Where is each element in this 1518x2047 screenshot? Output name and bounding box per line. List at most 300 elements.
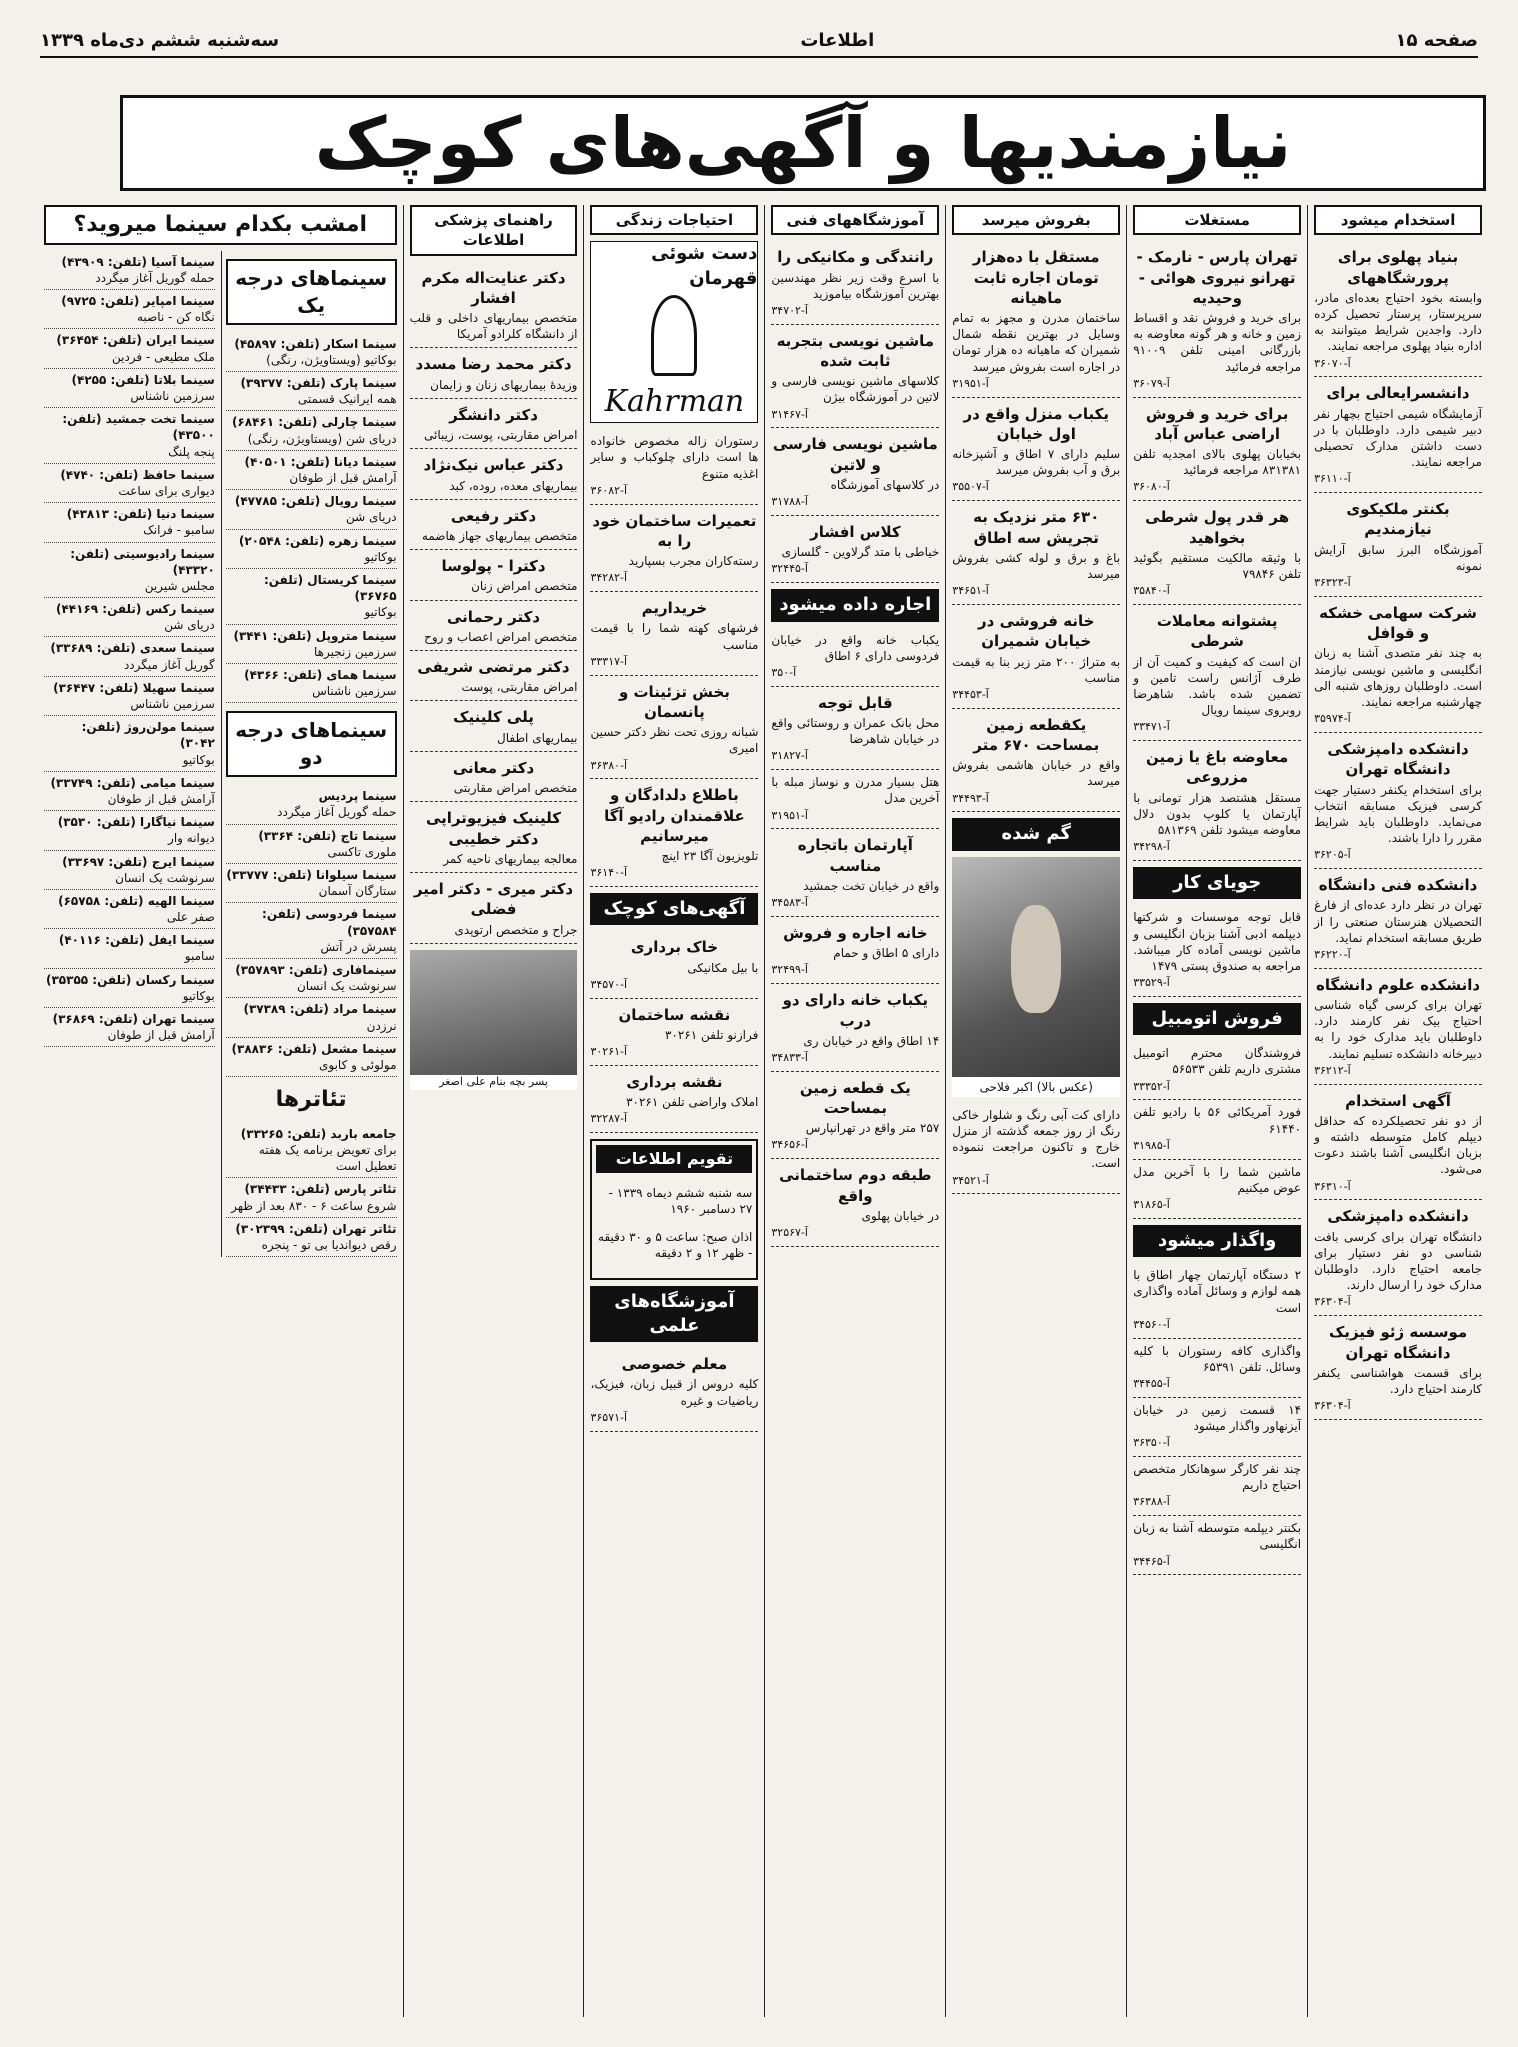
ad-text: دانشگاه تهران برای کرسی بافت شناسی دو نفر دستیار برای جامعه احتیاج دارد. داوطلبان مدارک خود را ارسال دارند. <box>1314 1229 1482 1293</box>
classified-ad <box>952 398 1120 502</box>
ad-title: خانه فروشی در خیابان شمیران <box>978 612 1095 651</box>
cinema-listing <box>44 677 215 716</box>
column-life <box>583 205 764 2017</box>
ad-title: کلینیک فیزیوتراپی دکتر خطیبی <box>426 809 562 848</box>
classified-ad <box>771 428 939 516</box>
column-schools <box>764 205 945 2017</box>
cinema-columns <box>44 251 397 1257</box>
cinema-film: بوکاتیو <box>364 549 397 564</box>
section-head: جویای کار <box>1133 867 1301 899</box>
classified-ad <box>952 501 1120 605</box>
classified-ad <box>410 348 578 398</box>
cinema-name: سینما رادیوسیتی (تلفن: ۴۳۳۲۰) <box>70 546 215 577</box>
ad-text: با اسرع وقت زیر نظر مهندسین بهترین آموزشگاه بیاموزید <box>771 270 940 301</box>
classified-ad <box>952 709 1120 813</box>
classified-ad <box>590 931 758 998</box>
classified-ad <box>410 752 578 802</box>
classified-ad <box>410 701 578 751</box>
classified-ad <box>1133 1100 1301 1159</box>
cinema-listing <box>44 598 215 637</box>
column-medical <box>403 205 584 2017</box>
ad-title: یکقطعه زمین بمساحت ۶۷۰ متر <box>973 715 1100 754</box>
cinema-name: سینما امپایر (تلفن: ۹۷۲۵) <box>61 294 215 309</box>
missing-boy-photo <box>410 950 578 1090</box>
calendar-head: تقویم اطلاعات <box>596 1145 752 1173</box>
ad-text: یکباب خانه واقع در خیابان فردوسی دارای ۶ اطاق <box>771 632 940 663</box>
ad-code: آ-۳۳۳۵۲ <box>1133 1079 1170 1093</box>
cinema-film: دریای شن <box>164 618 215 633</box>
ad-title: تهران پارس - نارمک - تهرانو نیروی هوائی - وحیدیه <box>1136 248 1298 307</box>
cinema-listing <box>226 333 397 372</box>
ad-text: وابسته بخود احتیاج بعده‌ای مادر، سرپرستار، پرستار تحصیل کرده دارد. واجدین شرایط میتوانند به اداره بنیاد پهلوی مراجعه نمایند. <box>1314 290 1482 354</box>
ad-text: ۱۴ قسمت زمین در خیابان آیزنهاور واگذار میشود <box>1133 1402 1302 1433</box>
classified-ad <box>952 241 1120 397</box>
ad-title: دکتر دانشگر <box>449 405 538 424</box>
ad-text: رستوران زاله مخصوص خانواده ها است دارای چلوکباب و سایر اغذیه متنوع <box>590 434 759 481</box>
theater-text: رقص دیواندیا بی تو - پنجره <box>261 1237 397 1252</box>
ad-title: رانندگی و مکانیکی را <box>777 248 934 267</box>
ad-title: ماشین نویسی فارسی و لاتین <box>772 435 938 474</box>
ad-title: خاک برداری <box>630 938 719 957</box>
ad-text: واگذاری کافه رستوران با کلیه وسائل. تلفن ۶۵۳۹۱ <box>1133 1343 1302 1374</box>
theater-name: تئاتر پارس (تلفن: ۳۴۴۳۳) <box>244 1182 397 1197</box>
cinema-listing <box>226 903 397 959</box>
classified-ad <box>771 628 939 687</box>
calendar-text: سه شنبه ششم دیماه ۱۳۳۹ - ۲۷ دسامبر ۱۹۶۰ <box>608 1185 753 1217</box>
ad-title: کلاس افشار <box>810 522 901 541</box>
classified-ad <box>771 1159 939 1247</box>
ad-code: آ-۳۶۰۸۰ <box>1133 480 1170 494</box>
ad-title: دکتر محمد رضا مسدد <box>415 355 572 374</box>
ad-text: بخیابان پهلوی بالای امجدیه تلفن ۸۳۱۳۸۱ مراجعه فرمائید <box>1133 447 1302 478</box>
ad-text: بیماریهای معده، روده، کبد <box>449 478 578 493</box>
classified-ad <box>590 676 758 780</box>
ad-text: بکنتر دیپلمه متوسطه آشنا به زبان انگلیسی <box>1133 1521 1302 1552</box>
classified-ad <box>590 592 758 675</box>
classified-ad <box>771 829 939 917</box>
ad-code: آ-۳۴۸۳۳ <box>771 1050 808 1064</box>
cinema-film: آرامش قبل از طوفان <box>107 1028 215 1043</box>
classified-ad <box>1133 741 1301 861</box>
kahrman-logo <box>590 241 758 423</box>
ad-title: خریداریم <box>641 599 708 618</box>
ad-code: آ-۳۶۵۷۱ <box>590 1410 628 1424</box>
ad-text: کلیه دروس از قبیل زبان، فیزیک، ریاضیات و غیره <box>590 1377 759 1408</box>
ad-text: با بیل مکانیکی <box>687 960 759 975</box>
ad-code: آ-۳۳۵۲۹ <box>1133 976 1170 990</box>
cinema-film: سرزمین ناشناس <box>312 684 397 699</box>
classified-ad <box>771 325 939 429</box>
ad-text: قابل توجه موسسات و شرکتها دیپلمه ادبی آشنا بزبان انگلیسی و ماشین نویسی آماده کار میباشد. مراجعه به صندوق پستی ۱۴۷۹ <box>1133 910 1302 973</box>
ad-title: دکتر میری - دکتر امیر فضلی <box>413 880 574 919</box>
ad-code: آ-۳۶۳۰۴ <box>1314 1399 1351 1413</box>
cinema-listing <box>226 1038 397 1077</box>
cinema-film: حمله گوریل آغاز میگردد <box>277 805 397 820</box>
ad-text: خیاطی با متد گرلاوین - گلسازی <box>781 545 940 560</box>
ad-title: دانشکده دامپزشکی <box>1327 1207 1469 1226</box>
classified-ad <box>410 449 578 499</box>
cinema-name: سینما فردوسی (تلفن: ۳۵۷۵۸۴) <box>262 907 397 938</box>
ad-text: برای استخدام یکنفر دستیار جهت کرسی فیزیک مسابقه انتخاب می‌نماید. داوطلبان باید شرایط مقرر را دارا باشند. <box>1314 782 1482 846</box>
classified-ad <box>1133 241 1301 397</box>
classifieds-banner <box>120 95 1486 191</box>
ad-code: آ-۳۱۹۵۱ <box>952 376 989 390</box>
ad-text: وزیدهٔ بیماریهای زنان و زایمان <box>430 377 578 392</box>
ad-text: تهران برای کرسی گیاه شناسی احتیاج بیک نفر کارمند دارد. داوطلبان باید مدارک خود را به دبیرخانه دانشکده تسلیم نمایند. <box>1314 998 1482 1061</box>
ad-text: شبانه روزی تحت نظر دکتر حسین امیری <box>590 725 759 756</box>
ad-code: آ-۳۴۵۲۱ <box>952 1173 989 1187</box>
calendar-box <box>590 1139 758 1279</box>
cinema-list-b <box>44 251 215 1257</box>
ad-code: آ-۳۶۳۵۰ <box>1133 1436 1170 1450</box>
cinema-listing <box>44 543 215 599</box>
column-head: راهنمای پزشکی اطلاعات <box>410 205 578 256</box>
cinema-name: سینما کریستال (تلفن: ۳۶۷۶۵) <box>263 572 397 604</box>
ad-text: محل بانک عمران و روستائی واقع در خیابان شاهرضا <box>771 716 940 747</box>
classified-ad <box>771 770 939 829</box>
section-head: فروش اتومبیل <box>1133 1003 1301 1035</box>
cinema-film: مجلس شیرین <box>144 578 215 593</box>
cinema-film: بوکاتیو <box>364 605 397 620</box>
ad-text: ماشین شما را با آخرین مدل عوض میکنیم <box>1133 1164 1302 1195</box>
classified-ad <box>1133 1339 1301 1398</box>
ad-title: دانشسرایعالی برای <box>1326 384 1470 403</box>
ad-title: بخش تزئینات و پانسمان <box>618 682 730 721</box>
cinema-name: سینما تخت جمشید (تلفن: ۴۳۵۰۰) <box>62 412 215 443</box>
ad-code: آ-۳۴۶۵۶ <box>771 1138 808 1152</box>
ad-text: در خیابان پهلوی <box>861 1208 940 1223</box>
ad-text: ساختمان مدرن و مجهز به تمام وسایل در بهترین نقطه شمال شمیران که ماهیانه ده هزار تومان در اجاره است بفروش میرسد <box>952 311 1121 374</box>
section-head: آموزشگاه‌های علمی <box>590 1286 758 1343</box>
ad-code: آ-۳۲۴۹۹ <box>771 963 808 977</box>
cinema-listing <box>226 998 397 1037</box>
cinema-listing <box>226 825 397 864</box>
column-head: استخدام میشود <box>1314 205 1482 235</box>
ad-title: برای خرید و فروش اراضی عباس آباد <box>1145 404 1289 443</box>
theater-name: جامعه باربد (تلفن: ۳۳۲۶۵) <box>240 1126 397 1141</box>
logo-heading: دست شوئی قهرمان <box>651 243 758 289</box>
ad-text: املاک واراضی تلفن ۳۰۲۶۱ <box>626 1095 759 1110</box>
classified-ad <box>590 1066 758 1133</box>
classified-ad <box>1133 1516 1301 1575</box>
cinema-film: ملوری تاکسی <box>327 844 397 859</box>
cinema-name: سینما مراد (تلفن: ۳۷۳۸۹) <box>243 1002 397 1017</box>
cinema-film: بوکاتیو <box>182 752 215 767</box>
classified-ad <box>1133 1160 1301 1219</box>
classified-ad <box>410 651 578 701</box>
cinema-name: سینما الهیه (تلفن: ۶۵۷۵۸) <box>58 893 215 908</box>
ad-code: آ-۳۱۹۸۵ <box>1133 1138 1170 1152</box>
classified-ad <box>771 241 939 324</box>
theaters-head: تئاترها <box>275 1087 347 1113</box>
ad-text: فورد آمریکائی ۵۶ با رادیو تلفن ۶۱۴۴۰ <box>1133 1105 1302 1136</box>
logo-word: Kahrman <box>604 383 745 419</box>
banner-title: نیازمندیها و آگهی‌های کوچک <box>314 102 1292 184</box>
classified-ad <box>410 262 578 349</box>
cinema-name: سینما حافظ (تلفن: ۴۷۴۰) <box>60 467 215 482</box>
ad-text: واقع در خیابان هاشمی بفروش میرسد <box>952 758 1121 789</box>
lost-person-photo <box>952 857 1120 1097</box>
theater-listing <box>226 1178 397 1217</box>
ad-title: یک قطعه زمین بمساحت <box>799 1078 911 1118</box>
cinema-film: صفر علی <box>166 910 215 925</box>
classified-ad <box>410 601 578 651</box>
ad-text: ۲ دستگاه آپارتمان چهار اطاق با همه لوازم و وسائل آماده واگذاری است <box>1133 1268 1302 1315</box>
classified-ad <box>1133 1398 1301 1457</box>
ad-code: آ-۳۲۵۶۷ <box>771 1226 808 1240</box>
cinema-listing <box>44 811 215 850</box>
ad-text: متخصص بیماریهای داخلی و قلب از دانشگاه کلرادو آمریکا <box>409 311 578 342</box>
column-head: احتیاجات زندگی <box>590 205 758 235</box>
ad-title: دانشکده علوم دانشگاه <box>1315 975 1481 994</box>
ad-code: آ-۳۶۳۲۳ <box>1314 576 1351 590</box>
ad-text: در کلاسهای آموزشگاه <box>830 477 940 492</box>
ad-text: جراح و متخصص ارتوپدی <box>454 922 578 937</box>
ad-code: آ-۳۴۶۵۱ <box>952 584 989 598</box>
cinema-listing <box>226 664 397 703</box>
ad-title: باطلاع دلدادگان و علاقمندان رادیو آگا میرسانیم <box>604 786 745 845</box>
ad-title: خانه اجاره و فروش <box>783 923 928 942</box>
classified-ad <box>410 399 578 449</box>
cinema-film: نگاه کن - ناصبه <box>136 310 215 325</box>
ad-code: آ-۳۵۹۷۴ <box>1314 712 1351 726</box>
ad-text: از دو نفر تحصیلکرده که حداقل دیپلم کامل متوسطه داشته و بزبان انگلیسی آشنا باشند دعوت می‌شود. <box>1314 1113 1482 1177</box>
cinema-listing <box>44 290 215 329</box>
classified-ad <box>1133 1457 1301 1516</box>
cinema-name: سینما رکس (تلفن: ۴۴۱۶۹) <box>56 602 215 617</box>
ad-text: فروشندگان محترم اتومبیل مشتری داریم تلفن ۵۶۵۳۳ <box>1133 1046 1302 1077</box>
theater-listing <box>226 1123 397 1179</box>
ad-title: بنیاد پهلوی برای پرورشگاههای <box>1337 248 1459 287</box>
ad-title: طبقه دوم ساختمانی واقع <box>779 1166 932 1205</box>
ad-text: فرازنو تلفن ۳۰۲۶۱ <box>664 1027 759 1042</box>
cinema-listing <box>226 490 397 529</box>
cinema-name: سینما مشعل (تلفن: ۳۸۸۳۶) <box>231 1041 397 1056</box>
ad-code: آ-۳۵۸۴۰ <box>1133 584 1170 598</box>
ad-text: کلاسهای ماشین نویسی فارسی و لاتین در آموزشگاه بیژن <box>771 374 940 405</box>
ad-text: تهران در نظر دارد عده‌ای از فارغ التحصیلان هنرستان صنعتی را از طریق مسابقه استخدام نماید. <box>1314 898 1482 945</box>
ad-text: بیماریهای اطفال <box>497 730 578 745</box>
cinema-name: سینما سهیلا (تلفن: ۳۶۴۴۷) <box>53 680 215 695</box>
ad-code: آ-۳۴۲۹۸ <box>1133 840 1170 854</box>
ad-title: ۶۳۰ متر نزدیک به تجریش سه اطاق <box>973 508 1100 547</box>
section-head: اجاره داده میشود <box>771 589 939 621</box>
ad-title: ماشین نویسی بتجربه ثابت شده <box>776 331 935 370</box>
ad-title: دانشکده فنی دانشگاه <box>1318 876 1478 895</box>
cinema-film: دریای شن (ویستاویژن، رنگی) <box>247 431 397 446</box>
ad-title: یکباب خانه دارای دو درب <box>782 991 929 1030</box>
cinema-name: سینما ایرج (تلفن: ۳۳۶۹۷) <box>62 854 215 869</box>
cinema-film: دیوانه وار <box>168 831 215 846</box>
cinema-listing <box>44 1008 215 1047</box>
column-cinema <box>38 205 403 2017</box>
cinema-listing <box>226 625 397 664</box>
ad-code: آ-۳۶۳۱۰ <box>1314 1179 1351 1193</box>
cinema-listing <box>44 251 215 290</box>
classified-ad <box>1314 1085 1482 1201</box>
cinema-listing <box>226 569 397 625</box>
ad-code: آ-۳۴۴۵۵ <box>1133 1376 1170 1390</box>
classified-ad <box>771 917 939 984</box>
ad-text: آزمایشگاه شیمی احتیاج بچهار نفر دبیر شیمی دارد. داوطلبان با در دست داشتن مدارک تحصیلی مراجعه نمایند. <box>1314 406 1482 470</box>
classified-ad <box>1133 605 1301 741</box>
classified-ad <box>952 605 1120 709</box>
cinema-film: نرزدن <box>366 1018 397 1033</box>
ad-code: آ-۳۶۲۱۲ <box>1314 1063 1351 1077</box>
cinema-listing <box>226 530 397 569</box>
cinema-film: سامبو - فرانک <box>143 523 215 538</box>
classified-ad <box>1314 733 1482 869</box>
ad-text: هتل بسیار مدرن و نوساز مبله با آخرین مدل <box>771 775 940 806</box>
ad-title: شرکت سهامی خشکه و قوافل <box>1319 603 1477 643</box>
cinema-name: سینما همای (تلفن: ۴۳۶۶) <box>244 667 397 682</box>
cinema-listing <box>44 408 215 464</box>
column-real-estate <box>1126 205 1307 2017</box>
classified-ad <box>1314 597 1482 733</box>
cinema-name: سینما اسکار (تلفن: ۴۵۸۹۷) <box>234 336 397 351</box>
ad-title: بکنتر ملکیکوی نیازمندیم <box>1346 500 1450 539</box>
cinema-film: سامبو <box>184 949 215 964</box>
face-shape <box>1011 905 1061 1013</box>
ad-title: دکتر عباس نیک‌نژاد <box>423 456 564 475</box>
cinema-name: سینما رویال (تلفن: ۴۷۷۸۵) <box>234 494 397 509</box>
photo-caption: (عکس بالا) اکبر فلاحی <box>952 1077 1120 1097</box>
cinema-name: سینما تهران (تلفن: ۳۶۸۶۹) <box>52 1012 215 1026</box>
classified-ad <box>1133 905 1301 997</box>
ad-title: موسسه ژئو فیزیک دانشگاه تهران <box>1328 1323 1468 1362</box>
ad-title: نقشه برداری <box>626 1073 723 1092</box>
ad-title: دکتر معانی <box>452 758 535 777</box>
cinema-film: گوریل آغاز میگردد <box>123 657 215 672</box>
classified-ad <box>590 429 758 504</box>
ad-code: آ-۳۶۰۸۲ <box>590 483 628 497</box>
ad-title: معاوضه باغ یا زمین مزروعی <box>1145 748 1289 787</box>
ad-code: آ-۳۴۵۷۰ <box>590 977 628 991</box>
cinema-name: سینما ایران (تلفن: ۳۶۴۵۴) <box>56 333 215 348</box>
section-head: آگهی‌های کوچک <box>590 893 758 925</box>
ad-text: سلیم دارای ۷ اطاق و آشپزخانه برق و آب بفروش میرسد <box>952 447 1121 478</box>
theater-text: برای تعویض برنامه یک هفته تعطیل است <box>258 1142 397 1174</box>
ad-text: باغ و برق و لوله کشی بفروش میرسد <box>952 550 1121 581</box>
cinema-film: بوکاتیو <box>182 988 215 1003</box>
ad-title: دکترا - پولوسا <box>441 557 546 576</box>
classified-ad <box>590 1348 758 1431</box>
ad-text: با وثیقه مالکیت مستقیم بگوئید تلفن ۷۹۸۴۶ <box>1133 550 1302 581</box>
ad-code: آ-۳۴۴۹۳ <box>952 791 989 805</box>
cinema-name: سینما متروپل (تلفن: ۳۴۴۱) <box>233 628 397 643</box>
ad-code: آ-۳۴۴۵۳ <box>952 687 989 701</box>
cinema-listing <box>226 864 397 903</box>
cinema-listing <box>226 451 397 490</box>
ad-text: تلویزیون آگا ۲۳ اینچ <box>661 849 759 864</box>
section-head: گم شده <box>952 818 1120 850</box>
ad-code: آ-۳۶۳۸۰ <box>590 758 628 772</box>
classified-ad <box>1133 398 1301 502</box>
cinema-listing <box>44 772 215 811</box>
page-number: صفحه ۱۵ <box>1395 29 1478 51</box>
theater-text: شروع ساعت ۶ - ۸۳۰ بعد از ظهر <box>231 1198 397 1213</box>
cinema-name: سینما پردیس <box>318 789 397 804</box>
ad-text: چند نفر کارگر سوهانکار متخصص احتیاج داریم <box>1133 1462 1302 1493</box>
cinema-name: سینما ایفل (تلفن: ۴۰۱۱۶) <box>58 933 215 948</box>
ad-code: آ-۳۱۷۸۸ <box>771 495 808 509</box>
cinema-film: سرنوشت یک انسان <box>296 979 397 994</box>
cinema-film: دریای شن <box>346 510 397 525</box>
second-class-head: سینماهای درجه دو <box>226 711 397 777</box>
cinema-name: سینما رکسان (تلفن: ۳۵۳۵۵) <box>46 972 215 987</box>
cinema-name: سینما تاج (تلفن: ۳۳۶۴) <box>258 828 397 843</box>
cinema-film: سرزمین ناشناس <box>130 697 215 711</box>
classified-ad <box>590 505 758 593</box>
ad-code: آ-۳۶۱۴۰ <box>590 866 628 880</box>
ad-code: آ-۳۱۴۶۷ <box>771 407 808 421</box>
classified-ad <box>1314 241 1482 377</box>
ad-text: متخصص امراض مقاربتی <box>453 781 578 796</box>
classified-ad <box>410 500 578 550</box>
cinema-listing <box>226 959 397 998</box>
ad-text: دارای ۵ اطاق و حمام <box>833 946 940 961</box>
ad-code: آ-۳۳۳۱۷ <box>590 654 628 668</box>
classified-ad <box>1314 869 1482 969</box>
cinema-listing <box>44 464 215 503</box>
classified-ad <box>771 687 939 770</box>
paper-name: اطلاعات <box>800 29 875 51</box>
cinema-listing <box>226 372 397 411</box>
cinema-film: سرزمین ناشناس <box>130 389 215 403</box>
ad-text: برای خرید و فروش نقد و اقساط زمین و خانه و هر گونه معاوضه به بازرگانی امینی تلفن ۹۱۰۰۹ مراجعه فرمائید <box>1133 311 1302 374</box>
cinema-film: حمله گوریل آغاز میگردد <box>95 270 215 285</box>
ad-title: دانشکده دامپزشکی دانشگاه تهران <box>1327 740 1469 779</box>
section-head: واگذار میشود <box>1133 1225 1301 1257</box>
classified-ad <box>771 1072 939 1160</box>
issue-date: سه‌شنبه ششم دی‌ماه ۱۳۳۹ <box>40 29 280 51</box>
cinema-name: سینما زهره (تلفن: ۲۰۵۴۸) <box>238 533 397 548</box>
classified-ad <box>952 1103 1120 1195</box>
ad-title: قابل توجه <box>818 693 893 712</box>
classified-ad <box>1314 969 1482 1085</box>
classified-ad <box>1314 377 1482 493</box>
cinema-listing <box>44 851 215 890</box>
cinema-listing <box>226 785 397 824</box>
ad-title: پشتوانه معاملات شرطی <box>1156 612 1278 651</box>
ad-title: تعمیرات ساختمان خود را به <box>592 511 757 550</box>
photo-caption: پسر بچه بنام علی اصغر <box>410 1075 578 1090</box>
column-employment <box>1307 205 1488 2017</box>
ad-text: مستقل هشتصد هزار تومانی با آپارتمان یا کلوپ بدون دلال معاوضه میشود تلفن ۵۸۱۳۶۹ <box>1133 790 1302 837</box>
ad-text: برای قسمت هواشناسی یکنفر کارمند احتیاج دارد. <box>1314 1365 1482 1396</box>
ad-text: ۲۵۷ متر واقع در تهرانپارس <box>805 1121 940 1136</box>
classified-ad <box>410 873 578 944</box>
ad-text: به متراژ ۲۰۰ متر زیر بنا به قیمت مناسب <box>952 654 1121 685</box>
cinema-listing <box>44 637 215 676</box>
cinema-title: امشب بکدام سینما میروید؟ <box>44 205 397 245</box>
cinema-film: پسرش در آتش <box>320 939 397 954</box>
ad-code: آ-۳۵۰ <box>771 665 797 679</box>
classified-ad <box>410 550 578 600</box>
cinema-name: سینما آسیا (تلفن: ۴۳۹۰۹) <box>61 254 215 269</box>
column-head: مستغلات <box>1133 205 1301 235</box>
cinema-name: سینما سیلوانا (تلفن: ۳۳۷۷۷) <box>226 868 397 882</box>
classified-ad <box>1133 1041 1301 1100</box>
cinema-name: سینما پارک (تلفن: ۳۹۳۷۷) <box>240 376 397 391</box>
classified-ad <box>1314 1200 1482 1316</box>
cinema-film: ملک مطیعی - فردین <box>111 349 215 364</box>
cinema-listing <box>44 716 215 772</box>
ad-text: ۱۴ اطاق واقع در خیابان ری <box>803 1033 940 1048</box>
column-head: آموزشگاههای فنی <box>771 205 939 235</box>
cinema-film: سرزمین زنجیرها <box>313 644 397 659</box>
cinema-film: ستارگان آسمان <box>318 884 397 899</box>
